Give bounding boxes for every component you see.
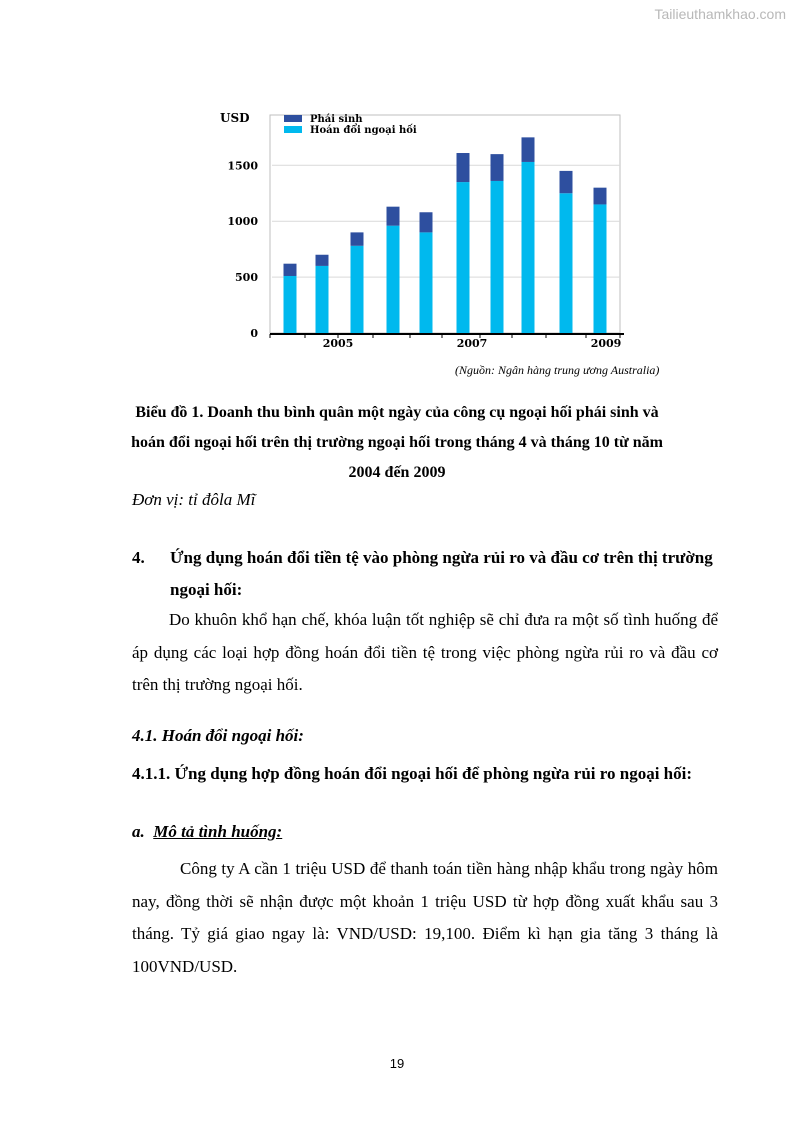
- section-title: Ứng dụng hoán đổi tiền tệ vào phòng ngừa rủi ro và đầu cơ trên thị trường ngoại hối:: [170, 548, 713, 599]
- bar-phai-sinh: [457, 153, 470, 182]
- figure-caption: Biểu đồ 1. Doanh thu bình quân một ngày của công cụ ngoại hối phái sinh và hoán đổi ngoại hối trên thị trường ngoại hối trong tháng 4 và tháng 10 từ năm 2004 đến 2009: [131, 404, 663, 481]
- paragraph-intro: Do khuôn khổ hạn chế, khóa luận tốt nghiệp sẽ chỉ đưa ra một số tình huống để áp dụng các loại hợp đồng hoán đổi tiền tệ trong việc phòng ngừa rủi ro và đầu cơ trên thị trường ngoại hối.: [132, 610, 718, 694]
- page-number: 19: [389, 1056, 405, 1071]
- bar-phai-sinh: [522, 137, 535, 162]
- bar-phai-sinh: [420, 212, 433, 232]
- bar-phai-sinh: [316, 255, 329, 266]
- y-tick-label: 500: [235, 271, 258, 285]
- section-4-heading: [132, 542, 718, 606]
- bar-hoan-doi: [457, 182, 470, 333]
- bar-hoan-doi: [284, 276, 297, 333]
- bar-phai-sinh: [351, 232, 364, 245]
- heading-a-prefix: a.: [132, 822, 145, 841]
- y-tick-label: 1500: [227, 159, 258, 173]
- section-number: 4.: [132, 548, 145, 567]
- bar-phai-sinh: [491, 154, 504, 181]
- bar-phai-sinh: [387, 207, 400, 226]
- y-tick-label: 1000: [227, 215, 258, 229]
- heading-a-text: Mô tả tình huống:: [153, 822, 283, 841]
- paragraph-situation: Công ty A cần 1 triệu USD để thanh toán tiền hàng nhập khẩu trong ngày hôm nay, đồng thời sẽ nhận được một khoản 1 triệu USD từ hợp đồng xuất khẩu sau 3 tháng. Tỷ giá giao ngay là: VND/USD: 19,100. Điểm kì hạn gia tăng 3 tháng là 100VND/USD.: [132, 859, 718, 976]
- legend-swatch: [284, 126, 302, 133]
- heading-4-1: 4.1. Hoán đổi ngoại hối:: [132, 726, 304, 745]
- legend-label: Hoán đổi ngoại hối: [310, 125, 417, 136]
- heading-4-1-1: 4.1.1. Ứng dụng hợp đồng hoán đổi ngoại hối để phòng ngừa rủi ro ngoại hối:: [132, 764, 693, 783]
- heading-a: [132, 822, 282, 842]
- chart-source-note: (Nguồn: Ngân hàng trung ương Australia): [455, 363, 660, 377]
- legend-label: Phái sinh: [310, 114, 363, 125]
- bar-phai-sinh: [594, 188, 607, 205]
- bar-hoan-doi: [522, 162, 535, 333]
- watermark: Tailieuthamkhao.com: [654, 6, 786, 22]
- bar-hoan-doi: [560, 193, 573, 333]
- bar-hoan-doi: [420, 232, 433, 333]
- x-tick-label: 2005: [322, 337, 354, 350]
- y-tick-label: 0: [250, 327, 258, 340]
- bar-hoan-doi: [351, 246, 364, 333]
- bar-hoan-doi: [491, 181, 504, 333]
- revenue-bar-chart: [210, 105, 635, 355]
- legend-swatch: [284, 115, 302, 122]
- bar-phai-sinh: [560, 171, 573, 193]
- unit-note: Đơn vị: tỉ đôla Mĩ: [132, 490, 256, 509]
- bar-hoan-doi: [387, 226, 400, 333]
- bar-phai-sinh: [284, 264, 297, 276]
- x-tick-label: 2009: [590, 337, 622, 350]
- bar-hoan-doi: [594, 204, 607, 333]
- y-axis-label: USD: [220, 111, 250, 125]
- x-tick-label: 2007: [456, 337, 488, 350]
- bar-hoan-doi: [316, 266, 329, 333]
